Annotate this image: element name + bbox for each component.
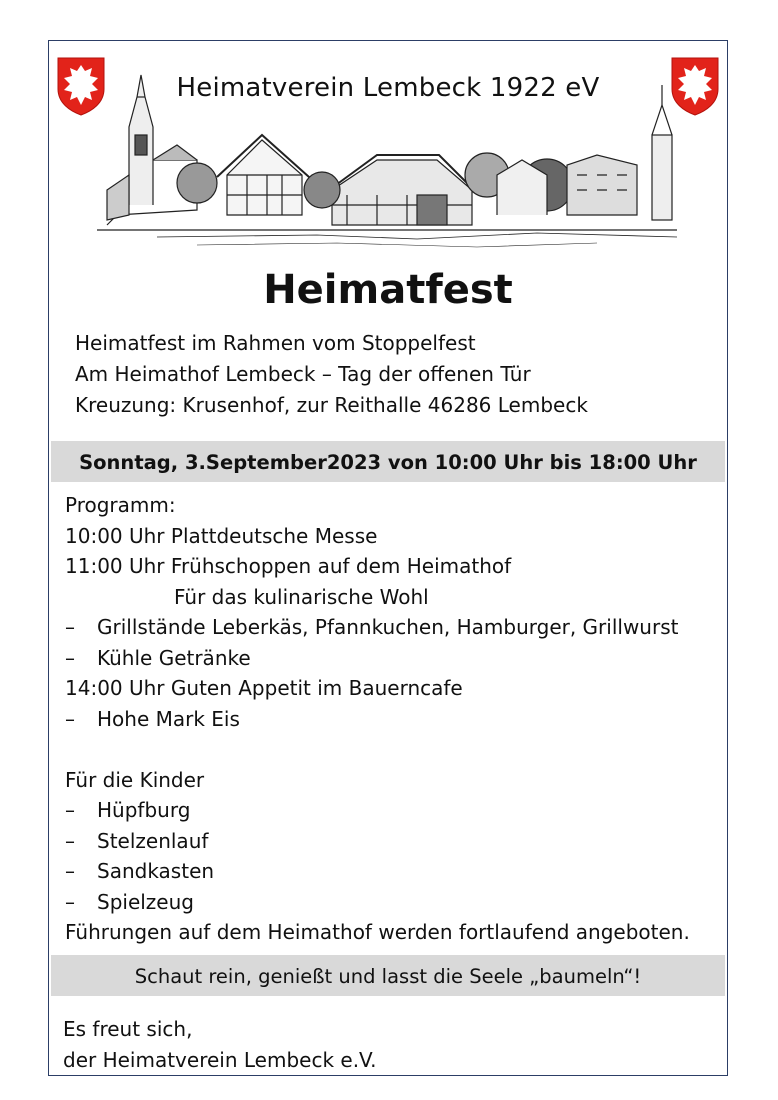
- program-heading: Programm:: [65, 493, 176, 517]
- dash-bullet: –: [65, 828, 75, 853]
- list-item-text: Spielzeug: [97, 889, 194, 914]
- page-title: Heimatfest: [263, 267, 513, 313]
- organization-title: Heimatverein Lembeck 1922 eV: [176, 73, 600, 103]
- closing-block: [63, 1014, 377, 1076]
- list-item: [65, 856, 690, 887]
- spacer: [65, 734, 690, 765]
- tours-note: Führungen auf dem Heimathof werden fortlaufend angeboten.: [65, 920, 690, 944]
- date-banner: Sonntag, 3.September2023 von 10:00 Uhr bis 18:00 Uhr: [51, 441, 725, 482]
- dash-bullet: –: [65, 798, 75, 822]
- program-item: 11:00 Uhr Frühschoppen auf dem Heimathof: [65, 554, 512, 578]
- list-item: [65, 704, 690, 735]
- program-item: 10:00 Uhr Plattdeutsche Messe: [65, 523, 378, 548]
- dash-bullet: –: [65, 889, 75, 914]
- list-item: [65, 643, 690, 674]
- program-subitem: Für das kulinarische Wohl: [174, 584, 429, 609]
- program-item: 14:00 Uhr Guten Appetit im Bauerncafe: [65, 676, 463, 700]
- intro-block: [75, 328, 588, 421]
- list-item: [65, 795, 690, 826]
- closing-line: der Heimatverein Lembeck e.V.: [63, 1048, 377, 1072]
- list-item-text: Stelzenlauf: [97, 828, 209, 853]
- dash-bullet: –: [65, 645, 75, 670]
- list-item-text: Kühle Getränke: [97, 645, 251, 670]
- dash-bullet: –: [65, 859, 75, 883]
- list-item-text: Sandkasten: [97, 859, 215, 883]
- slogan-banner: Schaut rein, genießt und lasst die Seele „baumeln“!: [51, 955, 725, 996]
- list-item: [65, 612, 690, 643]
- list-item: [65, 826, 690, 857]
- flyer-frame: [48, 40, 728, 1076]
- list-item-text: Hüpfburg: [97, 798, 191, 822]
- kids-heading: Für die Kinder: [65, 767, 205, 792]
- closing-line: Es freut sich,: [63, 1017, 193, 1041]
- list-item-text: Hohe Mark Eis: [97, 706, 240, 731]
- intro-line: Heimatfest im Rahmen vom Stoppelfest: [75, 331, 476, 355]
- intro-line: Kreuzung: Krusenhof, zur Reithalle 46286 Lembeck: [75, 393, 588, 417]
- list-item: [65, 887, 690, 918]
- list-item-text: Grillstände Leberkäs, Pfannkuchen, Hamburger, Grillwurst: [97, 615, 679, 639]
- intro-line: Am Heimathof Lembeck – Tag der offenen Tür: [75, 362, 531, 386]
- program-list: [65, 490, 690, 948]
- dash-bullet: –: [65, 706, 75, 731]
- dash-bullet: –: [65, 615, 75, 639]
